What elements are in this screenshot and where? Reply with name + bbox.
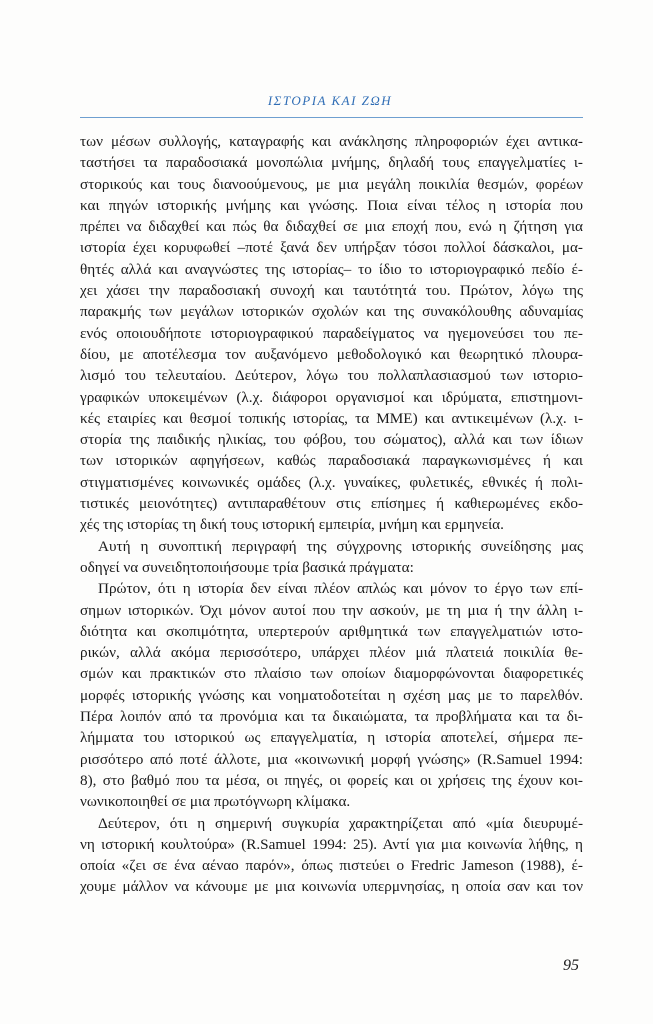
body-text [80,131,583,898]
text-line: στορικούς και τους διανοούμενους, με μια μεγάλη ποικιλία θεσμών, φορέων [80,175,583,193]
text-line: των μέσων συλλογής, καταγραφής και ανάκλησης πληροφοριών έχει αντικα- [80,133,583,150]
text-line: ταστήσει τα παραδοσιακά μονοπώλια μνήμης, δηλαδή τους επαγγελματίες ι- [80,154,583,172]
running-header-title: ΙΣΤΟΡΙΑ ΚΑΙ ΖΩΗ [267,93,393,108]
text-line: χει χάσει την παραδοσιακή συνοχή και ταυτότητά του. Πρώτον, λόγω της [80,282,583,300]
text-line: στιγματισμένες κοινωνικές ομάδες (λ.χ. γυναίκες, φυλετικές, εθνικές ή πολι- [80,473,583,491]
text-line: λήμματα του ιστορικού ως επαγγελματία, η ιστορία αποτελεί, σήμερα πε- [80,729,583,747]
text-line: οποία «ζει σε ένα αέναο παρόν», όπως πιστεύει ο Fredric Jameson (1988), έ- [80,857,583,875]
text-line: χουμε μάλλον να κάνουμε με μια κοινωνία υπερμνησίας, η οποία σαν και τον [80,878,583,896]
text-line: νωνικοποιηθεί σε μια πρωτόγνωρη κλίμακα. [80,793,351,811]
text-line: ιστορία έχει κορυφωθεί –ποτέ ξανά δεν υπήρξαν τόσοι πολλοί δάσκαλοι, μα- [80,239,583,257]
text-line: γραφικών υποκειμένων (λ.χ. διάφοροι οργανισμοί και ιδρύματα, επιστημονι- [80,388,583,406]
text-line: των ιστορικών αφηγήσεων, καθώς παραδοσιακά παραγκωνισμένες ή και [80,452,583,470]
text-line: ρισσότερο από ποτέ άλλοτε, μια «κοινωνική μορφή γνώσης» (R.Samuel 1994: [80,750,583,768]
paragraph-start-line: Πρώτον, ότι η ιστορία δεν είναι πλέον απλώς και μόνον το έργο των επί- [98,580,583,598]
text-line: 8), στο βαθμό που τα μέσα, οι πηγές, οι φορείς και οι χρήσεις της έχουν κοι- [80,771,583,789]
text-line: θητές αλλά και αναγνώστες της ιστορίας– το ίδιο το ιστοριογραφικό πεδίο έ- [80,260,583,278]
paragraph-start-line: Αυτή η συνοπτική περιγραφή της σύγχρονης ιστορικής συνείδησης μας [98,537,583,555]
paragraph-start-line: Δεύτερον, ότι η σημερινή συγκυρία χαρακτηρίζεται από «μία διευρυμέ- [98,814,583,832]
page-number: 95 [563,957,579,974]
text-line: ενός οποιουδήποτε ιστοριογραφικού παραδείγματος να ηγεμονεύσει του πε- [80,324,583,342]
text-line: σημων ιστορικών. Όχι μόνον αυτοί που την ασκούν, με τη μια ή την άλλη ι- [80,601,583,619]
text-line: διότητα και σκοπιμότητα, υπερτερούν αριθμητικά των επαγγελματιών ιστο- [80,622,583,640]
text-line: νη ιστορική κουλτούρα» (R.Samuel 1994: 25). Αντί για μια κοινωνία λήθης, η [80,835,583,853]
text-line: παρακμής των μεγάλων ιστορικών σχολών και της συνακόλουθης αδυναμίας [80,303,583,321]
text-line: σμών και πρακτικών στο πλαίσιο των οποίων διαμορφώνονται διαφορετικές [80,665,583,683]
text-line: πρέπει να διδαχθεί και πώς θα διδαχθεί σε μια εποχή που, ενώ η ζήτηση για [80,218,583,236]
text-line: ρικών, αλλά ακόμα περισσότερο, υπάρχει πλέον μιά πλατειά ποικιλία θε- [80,644,583,662]
header-divider [80,117,583,118]
text-line: μορφές ιστορικής γνώσης και νοηματοδοτείται η σχέση μας με το παρελθόν. [80,686,583,704]
text-line: χές της ιστορίας τη δική τους ιστορική εμπειρία, μνήμη και ερμηνεία. [80,516,504,534]
text-line: δίου, με αποτέλεσμα τον αυξανόμενο μεθοδολογικό και θεωρητικό πλουρα- [80,345,583,363]
text-line: κές εταιρίες και θεσμοί τοπικής ιστορίας, τα ΜΜΕ) και αντικειμένων (λ.χ. ι- [80,409,583,427]
text-line: λισμό του τελευταίου. Δεύτερον, λόγω του πολλαπλασιασμού των ιστοριο- [80,367,583,385]
text-line: και πηγών ιστορικής μνήμης και γνώσης. Ποια είναι τέλος η ιστορία που [80,196,583,214]
text-line: στορία της παιδικής ηλικίας, του φόβου, του σώματος), αλλά και των ίδιων [80,431,583,449]
text-line: Πέρα λοιπόν από τα προνόμια και τα δικαιώματα, τα προβλήματα και τα δι- [80,708,583,726]
text-line: τιστικές μειονότητες) αντιπαραθέτουν στις επίσημες ή καθιερωμένες εκδο- [80,495,583,513]
text-line: οδηγεί να συνειδητοποιήσουμε τρία βασικά πράγματα: [80,558,414,576]
